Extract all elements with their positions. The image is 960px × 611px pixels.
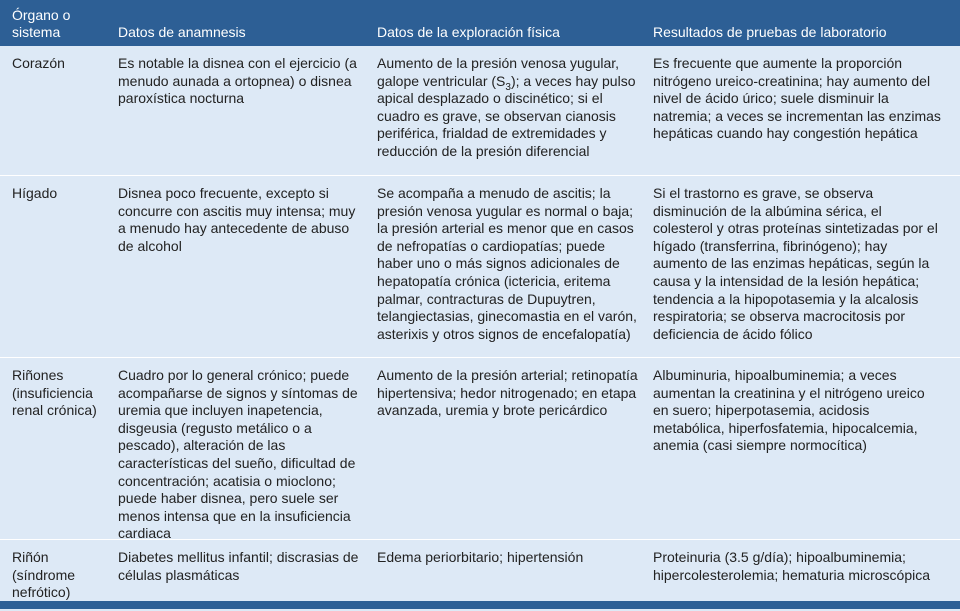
exploration-cell: Edema periorbitario; hipertensión [377,549,584,565]
table-row-liver [0,176,960,358]
lab-cell: Si el trastorno es grave, se observa disminución de la albúmina sérica, el colesterol y otras proteínas sintetizadas por el hígado (transferrina, fibrinógeno); hay aumento de las enzimas hepáticas, según la causa y la intensidad de la lesión hepática; tendencia a la hipopotasemia y la alcalosis respiratoria; se observa macrocitosis por deficiencia de ácido fólico [653,185,938,342]
header-organ: Órgano o sistema [12,7,71,40]
exploration-text-start: Aumento de la presión venosa yugular, galope ventricular (S [377,55,620,89]
exploration-cell: Aumento de la presión arterial; retinopatía hipertensiva; hedor nitrogenado; en etapa avanzada, uremia y brote pericárdico [377,367,638,419]
organ-cell: Riñón (síndrome nefrótico) [12,549,76,601]
table-header [0,0,960,46]
exploration-cell: Se acompaña a menudo de ascitis; la presión venosa yugular es normal o baja; la presión arterial es menor que en casos de nefropatías o cardiopatías; puede haber uno o más signos adicionales de hepatopatía crónica (ictericia, eritema palmar, contracturas de Dupuytren, telangiectasias, ginecomastia en el varón, asterixis y otros signos de encefalopatía) [377,185,637,342]
table-row-heart [0,46,960,176]
organ-cell: Corazón [12,55,65,71]
anamnesis-cell: Diabetes mellitus infantil; discrasias de células plasmáticas [118,549,359,583]
exploration-cell [377,55,639,161]
table-row-nephrotic [0,540,960,601]
table-footer-bar [0,601,960,609]
organ-cell: Riñones (insuficiencia renal crónica) [12,367,97,419]
lab-cell: Albuminuria, hipoalbuminemia; a veces aumentan la creatinina y el nitrógeno ureico en suero; hiperpotasemia, acidosis metabólica, hiperfosfatemia, hipocalcemia, anemia (casi siempre normocítica) [653,367,925,454]
header-exploration: Datos de la exploración física [377,24,560,40]
header-anamnesis: Datos de anamnesis [118,24,246,40]
organ-cell: Hígado [12,185,58,201]
anamnesis-cell: Disnea poco frecuente, excepto si concurre con ascitis muy intensa; muy a menudo hay antecedente de abuso de alcohol [118,185,356,254]
exploration-text-end: ); a veces hay pulso apical desplazado o discinético; si el cuadro es grave, se observan cianosis periférica, frialdad de extremidades y reducción de la presión diferencial [377,72,636,159]
table-row-kidney-chronic [0,358,960,540]
lab-cell: Es frecuente que aumente la proporción nitrógeno ureico-creatinina; hay aumento del nivel de ácido úrico; suele disminuir la natremia; a veces se incrementan las enzimas hepáticas cuando hay congestión hepática [653,55,941,142]
lab-cell: Proteinuria (3.5 g/día); hipoalbuminemia; hipercolesterolemia; hematuria microscópica [653,549,931,583]
anamnesis-cell: Cuadro por lo general crónico; puede acompañarse de signos y síntomas de uremia que incluyen inapetencia, disgeusia (regusto metálico o a pescado), alteración de las características del sueño, dificultad de concentración; acatisia o mioclono; puede haber disnea, pero suele ser menos intensa que en la insuficiencia cardiaca [118,367,358,542]
header-lab: Resultados de pruebas de laboratorio [653,24,887,40]
anamnesis-cell: Es notable la disnea con el ejercicio (a menudo aunada a ortopnea) o disnea paroxística nocturna [118,55,357,107]
s3-subscript: 3 [505,81,511,93]
